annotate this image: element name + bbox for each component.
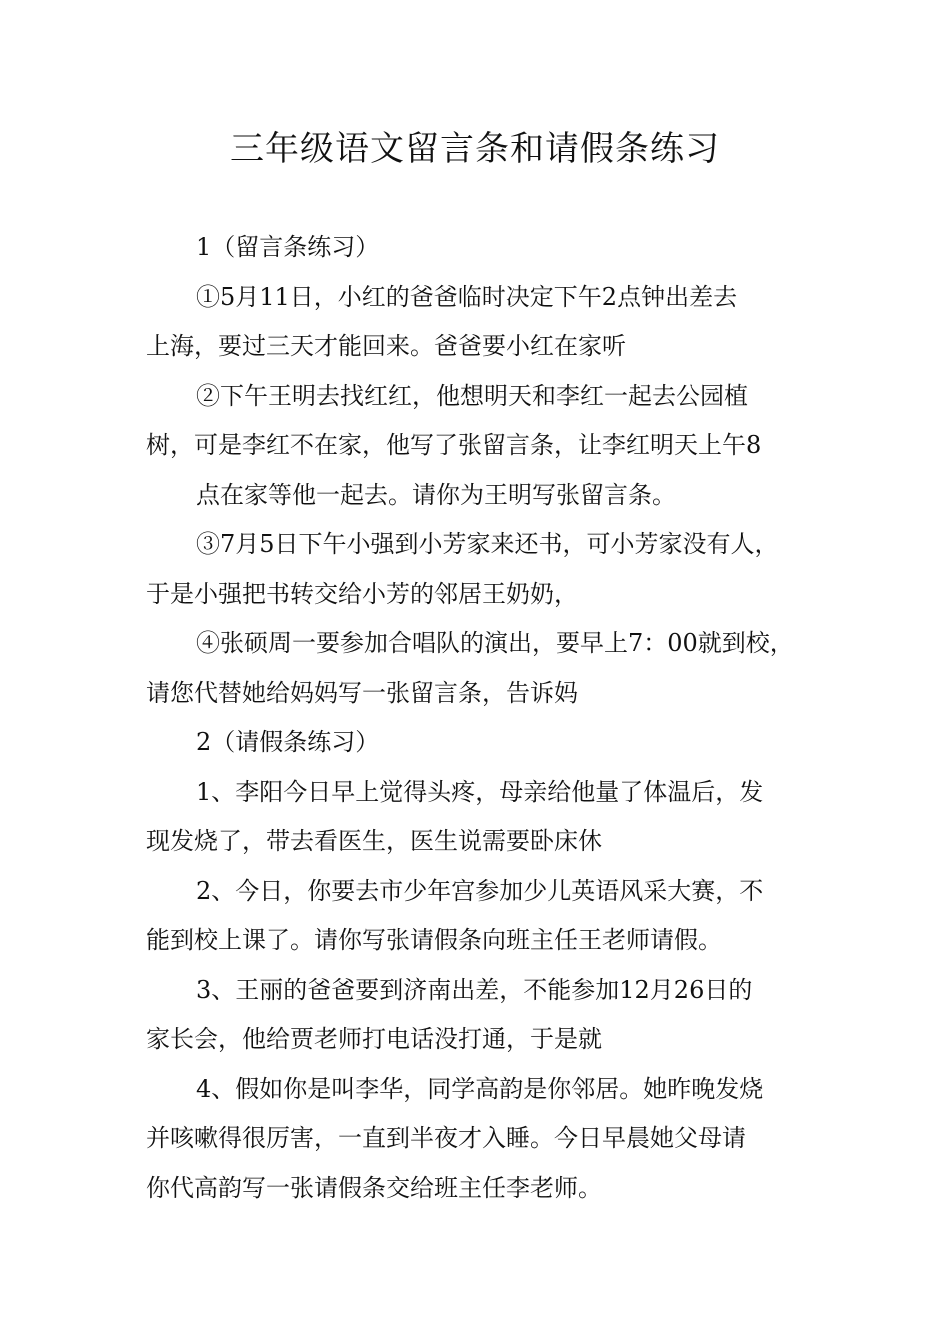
text-line: 3、王丽的爸爸要到济南出差，不能参加12月26日的 — [196, 975, 753, 1004]
paragraph — [146, 966, 821, 1065]
paragraph — [146, 223, 821, 273]
text-line: 4、假如你是叫李华，同学高韵是你邻居。她昨晚发烧 — [196, 1074, 764, 1103]
text-line: 上海，要过三天才能回来。爸爸要小红在家听 — [146, 332, 626, 360]
paragraph — [146, 718, 821, 768]
text-line: 现发烧了，带去看医生，医生说需要卧床休 — [146, 827, 602, 855]
paragraph — [146, 1065, 821, 1214]
text-line: 2、今日，你要去市少年宫参加少儿英语风采大赛，不 — [196, 876, 764, 905]
text-line: 请您代替她给妈妈写一张留言条，告诉妈 — [146, 678, 578, 707]
text-line: 于是小强把书转交给小芳的邻居王奶奶， — [146, 579, 578, 608]
text-line: 1（留言条练习） — [196, 233, 380, 261]
text-line: 你代高韵写一张请假条交给班主任李老师。 — [146, 1173, 602, 1202]
text-line: ②下午王明去找红红，他想明天和李红一起去公园植 — [196, 381, 748, 410]
text-line: 家长会，他给贾老师打电话没打通，于是就 — [146, 1025, 602, 1053]
text-line: 并咳嗽得很厉害，一直到半夜才入睡。今日早晨她父母请 — [146, 1124, 746, 1152]
text-line: ③7月5日下午小强到小芳家来还书，可小芳家没有人， — [196, 530, 779, 558]
paragraph — [146, 768, 821, 867]
text-line: 树，可是李红不在家，他写了张留言条，让李红明天上午8 — [146, 431, 762, 459]
document-title: 三年级语文留言条和请假条练习 — [230, 129, 720, 169]
paragraph — [146, 867, 821, 966]
text-line: 1、李阳今日早上觉得头疼，母亲给他量了体温后，发 — [196, 777, 764, 806]
text-line: ①5月11日，小红的爸爸临时决定下午2点钟出差去 — [196, 282, 738, 311]
text-line: ④张硕周一要参加合唱队的演出，要早上7：00就到校， — [196, 629, 794, 657]
paragraph — [146, 273, 821, 372]
text-line: 2（请假条练习） — [196, 728, 380, 756]
text-line: 点在家等他一起去。请你为王明写张留言条。 — [196, 480, 676, 509]
paragraph — [146, 372, 821, 521]
text-line: 能到校上课了。请你写张请假条向班主任王老师请假。 — [146, 926, 722, 954]
paragraph — [146, 619, 821, 718]
paragraph — [146, 520, 821, 619]
document-body — [146, 223, 821, 1213]
